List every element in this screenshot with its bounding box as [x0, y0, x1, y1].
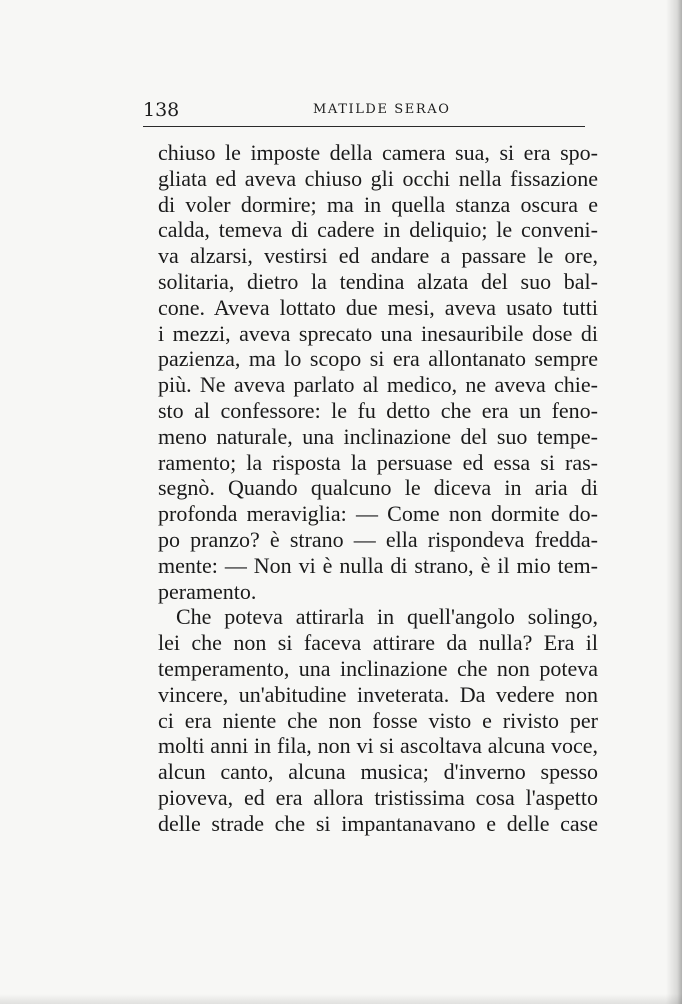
paragraph-start-line: Che poteva attirarla in quell'angolo solingo, — [176, 604, 598, 630]
text-line: chiuso le imposte della camera sua, si era spo- — [158, 140, 598, 165]
text-line: i mezzi, aveva sprecato una inesauribile dose di — [158, 320, 598, 346]
text-line: po pranzo? è strano — ella rispondeva fredda- — [158, 526, 598, 552]
body-text — [158, 140, 598, 837]
page-edge-shadow — [666, 0, 682, 1004]
text-line: gliata ed aveva chiuso gli occhi nella fissazione — [158, 165, 598, 191]
text-line: alcun canto, alcuna musica; d'inverno spesso — [158, 759, 598, 785]
text-line: lei che non si faceva attirare da nulla? Era il — [158, 630, 598, 656]
text-line: cone. Aveva lottato due mesi, aveva usato tutti — [158, 294, 598, 320]
text-line: segnò. Quando qualcuno le diceva in aria di — [158, 475, 598, 501]
text-line: vincere, un'abitudine inveterata. Da vedere non — [158, 681, 598, 707]
text-line: delle strade che si impantanavano e delle case — [158, 810, 598, 836]
text-line: mente: — Non vi è nulla di strano, è il mio tem- — [158, 552, 598, 578]
text-line: temperamento, una inclinazione che non poteva — [158, 655, 598, 681]
page-bottom-shadow — [0, 994, 682, 1004]
text-line: ramento; la risposta la persuase ed essa si ras- — [158, 449, 598, 475]
running-title-author: MATILDE SERAO — [313, 102, 451, 117]
text-line: sto al confessore: le fu detto che era un feno- — [158, 397, 598, 423]
text-line: profonda meraviglia: — Come non dormite do- — [158, 501, 598, 527]
text-line: va alzarsi, vestirsi ed andare a passare le ore, — [158, 243, 598, 269]
header-rule — [143, 126, 585, 127]
text-line: ci era niente che non fosse visto e rivisto per — [158, 707, 598, 733]
text-line: pazienza, ma lo scopo si era allontanato sempre — [158, 346, 598, 372]
text-line: solitaria, dietro la tendina alzata del suo bal- — [158, 268, 598, 294]
text-line: calda, temeva di cadere in deliquio; le conveni- — [158, 217, 598, 243]
running-header — [143, 98, 598, 124]
text-line: più. Ne aveva parlato al medico, ne aveva chie- — [158, 372, 598, 398]
text-line: pioveva, ed era allora tristissima cosa l'aspetto — [158, 784, 598, 810]
paragraph-end-line: peramento. — [158, 578, 257, 604]
text-line: di voler dormire; ma in quella stanza oscura e — [158, 191, 598, 217]
page-number: 138 — [143, 99, 180, 121]
text-line: molti anni in fila, non vi si ascoltava alcuna voce, — [158, 733, 598, 759]
text-line: meno naturale, una inclinazione del suo tempe- — [158, 423, 598, 449]
